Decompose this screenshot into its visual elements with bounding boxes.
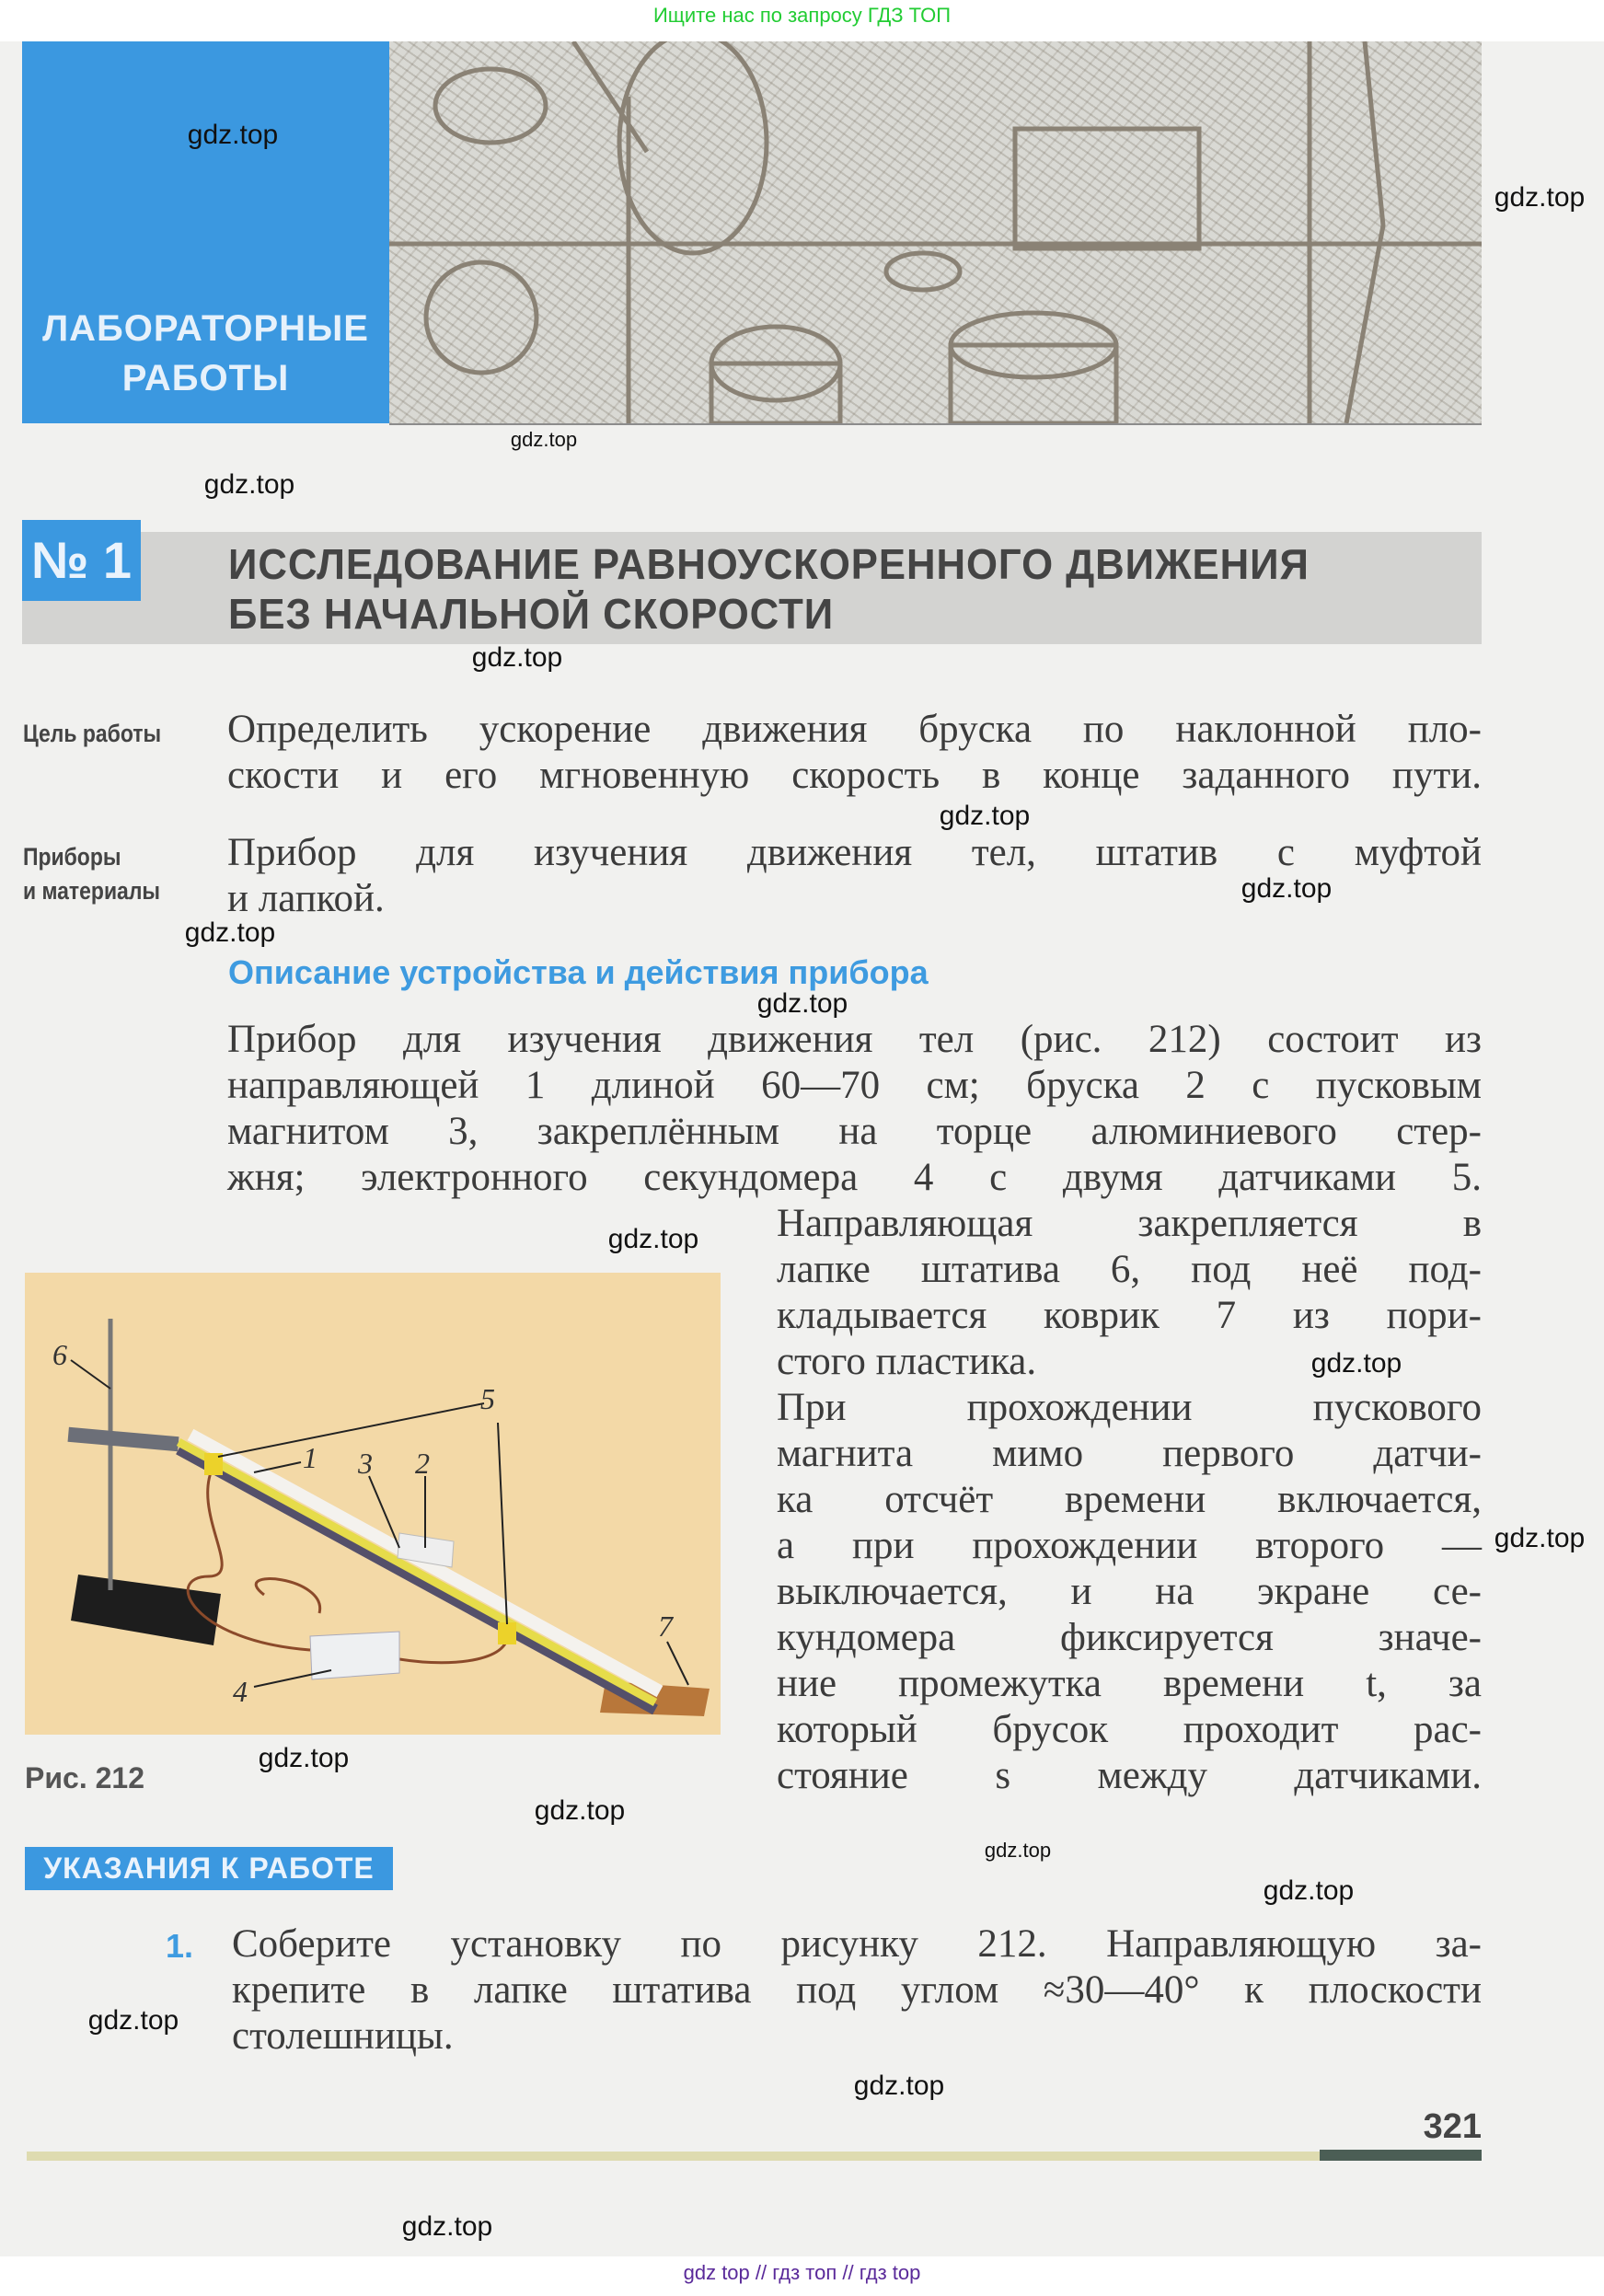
watermark: gdz.top: [1263, 1875, 1355, 1906]
lab-title-line1: ИССЛЕДОВАНИЕ РАВНОУСКОРЕННОГО ДВИЖЕНИЯ: [228, 540, 1310, 588]
header-engraving-image: [389, 41, 1482, 425]
equipment-line: Прибор для изучения движения тел, штатив с муфтой: [227, 831, 1482, 874]
description-line: кладывается коврик 7 из пори-: [777, 1294, 1482, 1337]
watermark: gdz.top: [939, 801, 1031, 831]
label-2: 2: [415, 1447, 430, 1480]
footer-rule: [27, 2152, 1320, 2161]
label-5: 5: [480, 1382, 495, 1415]
watermark: gdz.top: [984, 1839, 1052, 1862]
description-line: который брусок проходит рас-: [777, 1708, 1482, 1751]
watermark: gdz.top: [258, 1743, 350, 1773]
description-line: а при прохождении второго —: [777, 1524, 1482, 1567]
goal-line: Определить ускорение движения бруска по наклонной пло-: [227, 708, 1482, 751]
guide-rail: [179, 1442, 655, 1702]
equipment-line: и лапкой.: [227, 877, 385, 920]
instruction-number: 1.: [166, 1927, 194, 1965]
description-line: направляющей 1 длиной 60—70 см; бруска 2 с пусковым: [227, 1064, 1482, 1107]
description-line: магнита мимо первого датчи-: [777, 1432, 1482, 1475]
description-line: Прибор для изучения движения тел (рис. 212) состоит из: [227, 1018, 1482, 1061]
watermark: gdz.top: [1494, 182, 1586, 213]
watermark: gdz.top: [1241, 873, 1333, 904]
instructions-heading: УКАЗАНИЯ К РАБОТЕ: [25, 1847, 393, 1890]
watermark: gdz.top: [87, 2005, 179, 2036]
watermark: gdz.top: [534, 1795, 626, 1826]
footer-rule-accent: [1320, 2150, 1482, 2161]
description-line: Направляющая закрепляется в: [777, 1202, 1482, 1245]
description-heading: Описание устройства и действия прибора: [228, 953, 929, 991]
description-line: стояние s между датчиками.: [777, 1754, 1482, 1797]
apparatus-illustration: [25, 1273, 721, 1735]
instruction-line: столешницы.: [232, 2014, 454, 2058]
watermark: gdz.top: [203, 469, 295, 500]
figure-caption: Рис. 212: [25, 1761, 144, 1794]
instruction-line: Соберите установку по рисунку 212. Направляющую за-: [232, 1922, 1482, 1966]
label-1: 1: [303, 1441, 317, 1474]
watermark: gdz.top: [401, 2211, 493, 2242]
watermark: gdz.top: [1494, 1523, 1586, 1553]
label-6: 6: [52, 1338, 67, 1371]
description-line: При прохождении пускового: [777, 1386, 1482, 1429]
description-line: магнитом 3, закреплённым на торце алюминиевого стер-: [227, 1110, 1482, 1153]
watermark: gdz.top: [184, 917, 276, 948]
watermark: gdz.top: [471, 642, 563, 673]
description-line: лапке штатива 6, под неё под-: [777, 1248, 1482, 1291]
watermark: gdz.top: [187, 120, 279, 150]
lab-title: [228, 539, 1310, 639]
figure-212-apparatus: [25, 1273, 721, 1735]
label-3: 3: [358, 1447, 373, 1480]
label-7: 7: [658, 1610, 673, 1643]
stand-clamp: [68, 1427, 179, 1451]
description-line: стого пластика.: [777, 1340, 1037, 1383]
description-line: жня; электронного секундомера 4 с двумя датчиками 5.: [227, 1156, 1482, 1199]
watermark: gdz.top: [510, 428, 578, 451]
watermark: gdz.top: [756, 988, 848, 1019]
page-number: 321: [1423, 2107, 1482, 2146]
equipment-label-line2: и материалы: [23, 877, 161, 905]
description-line: ние промежутка времени t, за: [777, 1662, 1482, 1705]
top-banner-text[interactable]: Ищите нас по запросу ГДЗ ТОП: [652, 4, 952, 27]
watermark: gdz.top: [1310, 1348, 1402, 1379]
label-4: 4: [233, 1675, 248, 1708]
equipment-label-line1: Приборы: [23, 843, 121, 871]
description-line: выключается, и на экране се-: [777, 1570, 1482, 1613]
goal-line: скости и его мгновенную скорость в конце заданного пути.: [227, 754, 1482, 797]
description-line: ка отсчёт времени включается,: [777, 1478, 1482, 1521]
section-title: [22, 304, 389, 403]
goal-label: Цель работы: [23, 720, 162, 747]
description-line: кундомера фиксируется значе-: [777, 1616, 1482, 1659]
engraving-illustration: [389, 41, 1482, 423]
lab-title-line2: БЕЗ НАЧАЛЬНОЙ СКОРОСТИ: [228, 590, 835, 638]
guide-rail-side: [179, 1449, 655, 1710]
watermark: gdz.top: [853, 2071, 945, 2101]
lab-number-badge: № 1: [22, 520, 141, 601]
watermark: gdz.top: [607, 1224, 699, 1254]
sensor-2: [498, 1622, 516, 1644]
sensor-wires: [188, 1466, 507, 1663]
section-title-line1: ЛАБОРАТОРНЫЕ: [42, 308, 369, 349]
instruction-line: крепите в лапке штатива под углом ≈30—40° к плоскости: [232, 1968, 1482, 2012]
footer-links[interactable]: gdz top // гдз топ // гдз top: [683, 2261, 921, 2284]
section-title-line2: РАБОТЫ: [121, 358, 290, 398]
